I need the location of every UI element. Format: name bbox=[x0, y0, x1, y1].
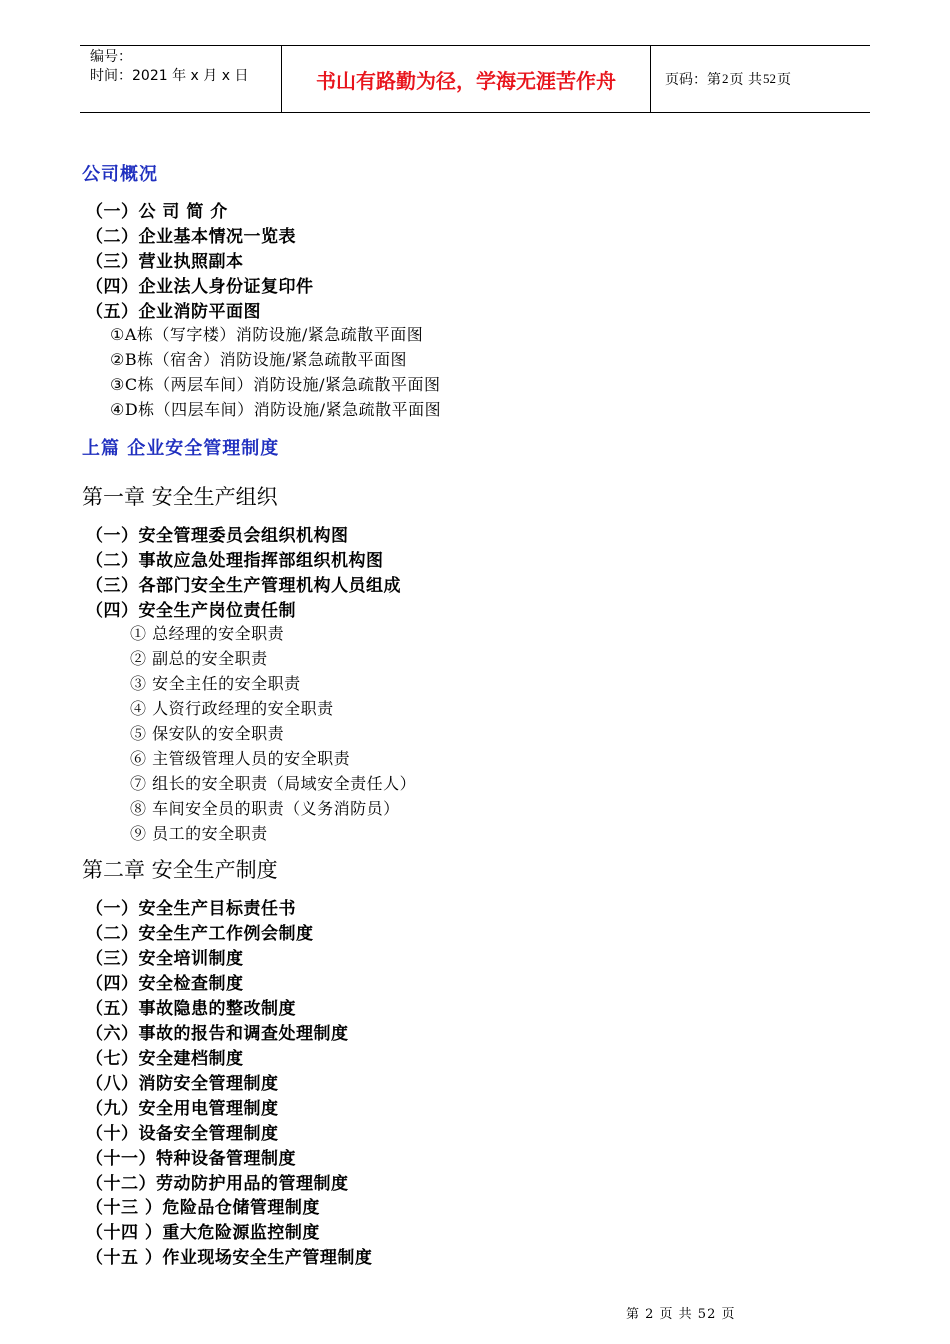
chapter2-item: （十）设备安全管理制度 bbox=[86, 1124, 279, 1144]
chapter2-item: （七）安全建档制度 bbox=[86, 1049, 244, 1069]
chapter1-item: （三）各部门安全生产管理机构人员组成 bbox=[86, 576, 401, 596]
chapter1-item: （二）事故应急处理指挥部组织机构图 bbox=[86, 551, 384, 571]
chapter2-item: （八）消防安全管理制度 bbox=[86, 1074, 279, 1094]
chapter1-subitem: ② 副总的安全职责 bbox=[130, 649, 268, 668]
chapter1-item: （一）安全管理委员会组织机构图 bbox=[86, 526, 349, 546]
chapter2-item: （三）安全培训制度 bbox=[86, 949, 244, 969]
chapter1-subitem: ⑤ 保安队的安全职责 bbox=[130, 724, 285, 743]
chapter2-item: （十三 ）危险品仓储管理制度 bbox=[86, 1198, 320, 1218]
chapter2-item: （二）安全生产工作例会制度 bbox=[86, 924, 314, 944]
chapter2-item: （十一）特种设备管理制度 bbox=[86, 1149, 296, 1169]
page-mid: 页 共 bbox=[729, 72, 762, 88]
overview-item: （二）企业基本情况一览表 bbox=[86, 227, 296, 247]
chapter-title-2: 第二章 安全生产制度 bbox=[82, 858, 278, 882]
page-total: 52 bbox=[762, 71, 776, 86]
chapter2-item: （一）安全生产目标责任书 bbox=[86, 899, 296, 919]
chapter1-subitem: ⑥ 主管级管理人员的安全职责 bbox=[130, 749, 351, 768]
section-title-overview: 公司概况 bbox=[82, 164, 158, 185]
page-prefix: 页码：第 bbox=[665, 72, 721, 88]
chapter2-item: （六）事故的报告和调查处理制度 bbox=[86, 1024, 349, 1044]
chapter2-item: （十五 ）作业现场安全生产管理制度 bbox=[86, 1248, 373, 1268]
overview-item: （四）企业法人身份证复印件 bbox=[86, 277, 314, 297]
page-current: 2 bbox=[722, 71, 729, 86]
chapter2-item: （十四 ）重大危险源监控制度 bbox=[86, 1223, 320, 1243]
header-meta bbox=[80, 46, 282, 112]
chapter1-item: （四）安全生产岗位责任制 bbox=[86, 601, 296, 621]
chapter2-item: （十二）劳动防护用品的管理制度 bbox=[86, 1174, 349, 1194]
part-title: 上篇 企业安全管理制度 bbox=[82, 438, 280, 459]
chapter1-subitem: ⑦ 组长的安全职责（局域安全责任人） bbox=[130, 774, 417, 793]
header-page-info bbox=[651, 46, 870, 112]
page-header bbox=[80, 45, 870, 113]
overview-subitem: ①A栋（写字楼）消防设施/紧急疏散平面图 bbox=[110, 325, 424, 344]
chapter1-subitem: ④ 人资行政经理的安全职责 bbox=[130, 699, 334, 718]
overview-item: （五）企业消防平面图 bbox=[86, 302, 261, 322]
header-number-label: 编号： bbox=[90, 49, 132, 65]
chapter2-item: （五）事故隐患的整改制度 bbox=[86, 999, 296, 1019]
overview-subitem: ②B栋（宿舍）消防设施/紧急疏散平面图 bbox=[110, 350, 407, 369]
page-suffix: 页 bbox=[776, 72, 791, 88]
overview-subitem: ④D栋（四层车间）消防设施/紧急疏散平面图 bbox=[110, 400, 442, 419]
header-time-label: 时间：2021 年 x 月 x 日 bbox=[90, 68, 249, 84]
chapter1-subitem: ⑧ 车间安全员的职责（义务消防员） bbox=[130, 799, 400, 818]
overview-item: （一）公 司 简 介 bbox=[86, 202, 228, 222]
chapter2-item: （九）安全用电管理制度 bbox=[86, 1099, 279, 1119]
chapter1-subitem: ③ 安全主任的安全职责 bbox=[130, 674, 301, 693]
chapter1-subitem: ① 总经理的安全职责 bbox=[130, 624, 285, 643]
chapter1-subitem: ⑨ 员工的安全职责 bbox=[130, 824, 268, 843]
chapter2-item: （四）安全检查制度 bbox=[86, 974, 244, 994]
chapter-title-1: 第一章 安全生产组织 bbox=[82, 485, 278, 509]
page-footer: 第 2 页 共 52 页 bbox=[626, 1307, 736, 1322]
overview-item: （三）营业执照副本 bbox=[86, 252, 244, 272]
overview-subitem: ③C栋（两层车间）消防设施/紧急疏散平面图 bbox=[110, 375, 441, 394]
header-motto: 书山有路勤为径，学海无涯苦作舟 bbox=[282, 46, 651, 112]
